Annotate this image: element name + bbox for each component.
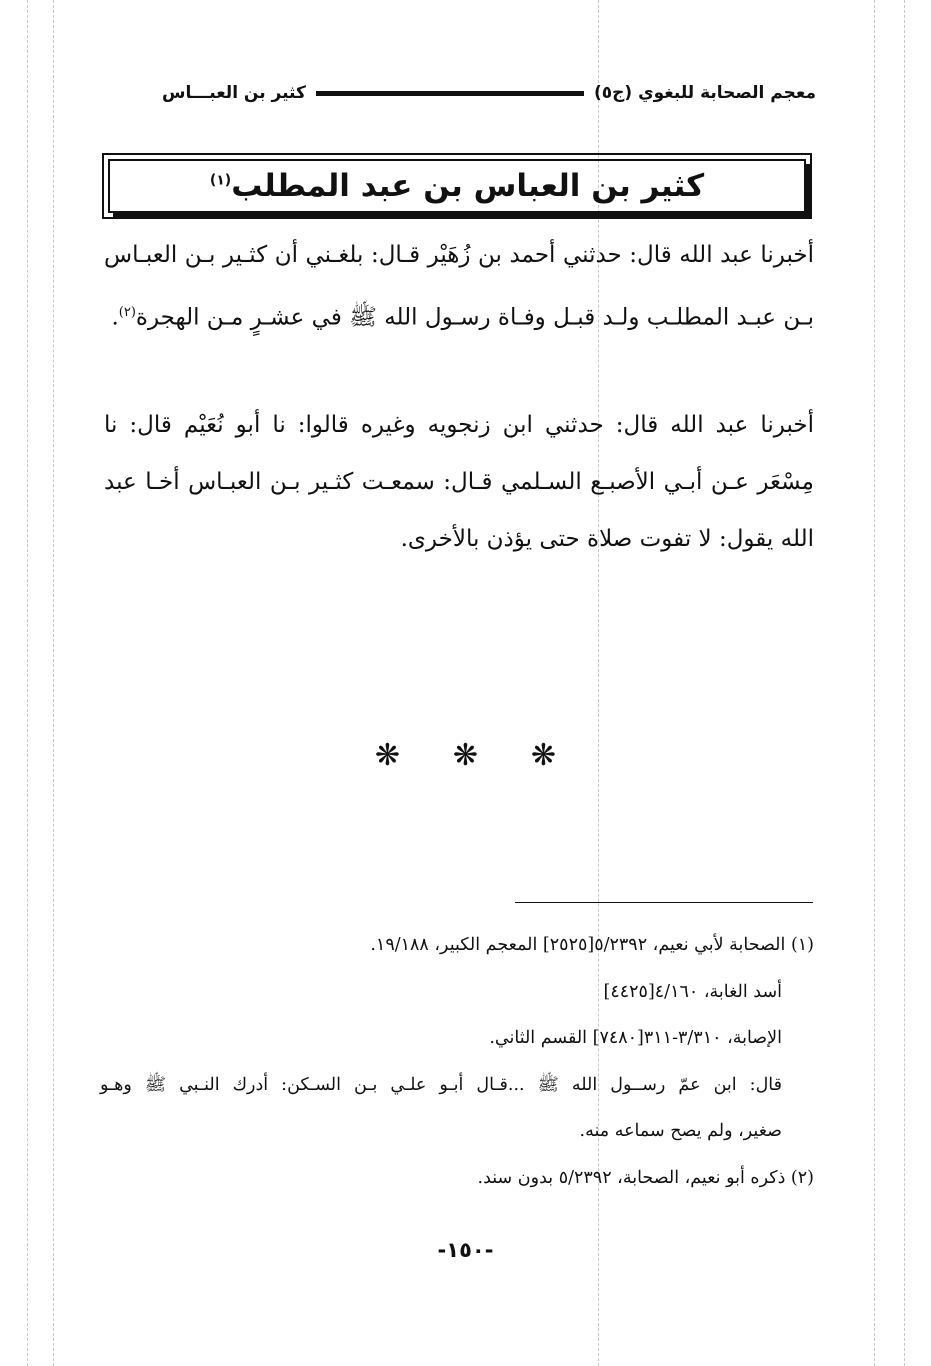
narration-1-footnote-marker: (٢) [118, 305, 136, 320]
footnote-separator [515, 902, 813, 903]
scan-guide-line [53, 0, 54, 1366]
scan-guide-line [904, 0, 905, 1366]
title-frame [102, 153, 812, 219]
footnote-1-line-4: قال: ابن عمّ رســول الله ﷺ ...قـال أبـو علـي بـن السـكن: أدرك النـبي ﷺ وهـو [100, 1074, 782, 1095]
footnotes [100, 922, 814, 1201]
section-ornaments [0, 738, 931, 778]
footnote-1-line-3: الإصابة، ٣/٣١٠-٣١١[٧٤٨٠] القسم الثاني. [489, 1028, 782, 1048]
ornament-star-icon: ❋ [374, 738, 401, 773]
ornament-star-icon: ❋ [530, 738, 557, 773]
header-entry-name: كثير بن العبـــاس [162, 83, 306, 103]
title-footnote-marker: (١) [209, 172, 232, 189]
footnote-1-line-2: أسد الغابة، ٤/١٦٠[٤٤٢٥] [603, 981, 782, 1002]
running-header [100, 78, 816, 108]
ornament-star-icon: ❋ [452, 738, 479, 773]
title-inner-frame [108, 159, 806, 213]
scan-guide-line [874, 0, 875, 1366]
scan-guide-line [27, 0, 28, 1366]
page-number: -١٥٠- [437, 1238, 494, 1262]
footnote-2-line-1: (٢) ذكره أبو نعيم، الصحابة، ٥/٢٣٩٢ بدون سند. [477, 1167, 814, 1188]
entry-title [210, 168, 704, 204]
narration-paragraph-2: أخبرنا عبد الله قال: حدثني ابن زنجويه وغيره قالوا: نا أبو نُعَيْم قال: نا مِسْعَر عـن أبـي الأصبـع السـلمي قـال: سمعـت كثـير بـن العبـاس أخـا عبد الله يقول: لا تفوت صلاة حتى يؤذن بالأخرى. [104, 412, 814, 552]
narration-1-end: . [111, 304, 119, 331]
narration-paragraph-1 [104, 227, 814, 347]
entry-title-text: كثير بن العباس بن عبد المطلب [231, 168, 705, 204]
header-rule [316, 91, 584, 96]
header-book-title: معجم الصحابة للبغوي (ج٥) [593, 83, 816, 103]
footnote-1-line-1: (١) الصحابة لأبي نعيم، ٥/٢٣٩٢[٢٥٢٥] المعجم الكبير، ١٩/١٨٨. [370, 935, 814, 955]
narration-1-text: أخبرنا عبد الله قال: حدثني أحمد بن زُهَيْر قـال: بلغـني أن كثـير بـن العبـاس بـن عبـد المطلـب ولـد قبـل وفـاة رسـول الله ﷺ في عشـرٍ مـن الهجرة [104, 242, 814, 331]
footnote-1-line-5: صغير، ولم يصح سماعه منه. [579, 1121, 782, 1141]
